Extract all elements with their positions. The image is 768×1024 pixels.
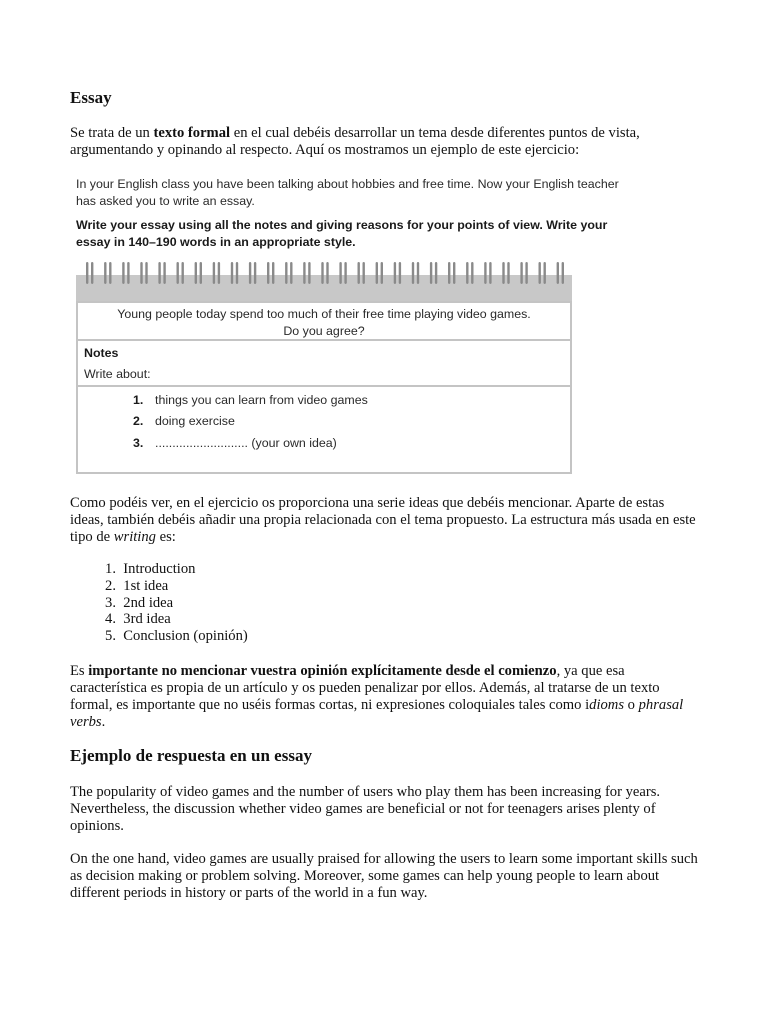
spiral-ring: [502, 262, 504, 284]
spiral-ring: [272, 262, 274, 284]
advice-paragraph: [70, 663, 700, 731]
list-text: 3rd idea: [123, 611, 171, 628]
para2-text-end: es:: [155, 529, 176, 545]
notebook-card: [76, 262, 572, 472]
exercise-intro: In your English class you have been talking about hobbies and free time. Now your English teacher has asked you to write an essay.: [76, 177, 619, 208]
note-number: 3.: [133, 436, 144, 450]
spiral-ring: [231, 262, 233, 284]
note-item: [133, 413, 235, 430]
spiral-ring: [326, 262, 328, 284]
spiral-ring: [200, 262, 202, 284]
list-item: [70, 611, 248, 628]
list-text: Conclusion (opinión): [123, 628, 248, 645]
spiral-ring: [363, 262, 365, 284]
intro-text: Se trata de un: [70, 125, 154, 141]
spiral-ring: [109, 262, 111, 284]
spiral-ring: [412, 262, 414, 284]
list-item: [70, 578, 248, 595]
para3-text: Es: [70, 663, 89, 679]
spiral-ring: [453, 262, 455, 284]
spiral-ring: [218, 262, 220, 284]
prompt-line-2: Do you agree?: [283, 324, 365, 338]
spiral-ring: [303, 262, 305, 284]
spiral-ring: [177, 262, 179, 284]
intro-text-end: en el cual debéis desarrollar un tema desde diferentes puntos de vista, argumentando y opinando al respecto. Aquí os mostramos un ejemplo de este ejercicio:: [70, 125, 640, 158]
spiral-ring: [417, 262, 419, 284]
spiral-ring: [290, 262, 292, 284]
list-number: 5.: [105, 628, 116, 645]
structure-paragraph: [70, 495, 700, 546]
spiral-ring: [471, 262, 473, 284]
para2-text: Como podéis ver, en el ejercicio os proporciona una serie ideas que debéis mencionar. Aparte de estas ideas, también debéis añadir una propia relacionada con el tema propuesto. La estructura más usada en este tipo de: [70, 495, 696, 545]
spiral-ring: [466, 262, 468, 284]
page-title: Essay: [70, 88, 112, 107]
spiral-ring: [267, 262, 269, 284]
para3-italic-idioms: dioms: [589, 697, 625, 713]
spiral-ring: [525, 262, 527, 284]
write-about-label: Write about:: [84, 367, 151, 381]
spiral-ring: [544, 262, 546, 284]
spiral-ring: [358, 262, 360, 284]
para3-bold: importante no mencionar vuestra opinión explícitamente desde el comienzo: [88, 663, 557, 679]
spiral-ring: [285, 262, 287, 284]
spiral-ring: [394, 262, 396, 284]
spiral-ring: [520, 262, 522, 284]
spiral-ring: [254, 262, 256, 284]
spiral-ring: [448, 262, 450, 284]
spiral-ring: [182, 262, 184, 284]
spiral-ring: [140, 262, 142, 284]
spiral-ring: [435, 262, 437, 284]
spiral-ring: [430, 262, 432, 284]
exercise-image: [70, 170, 622, 475]
note-number: 2.: [133, 414, 144, 428]
spiral-ring: [339, 262, 341, 284]
list-number: 2.: [105, 577, 116, 594]
spiral-ring: [489, 262, 491, 284]
spiral-ring: [484, 262, 486, 284]
section-heading: Ejemplo de respuesta en un essay: [70, 746, 312, 765]
para3-text-mid2: o: [624, 697, 639, 713]
spiral-ring: [562, 262, 564, 284]
note-item: [133, 435, 337, 452]
prompt-line-1: Young people today spend too much of their free time playing video games.: [117, 307, 531, 321]
spiral-rings-icon: [76, 262, 572, 292]
list-number: 4.: [105, 611, 116, 628]
spiral-ring: [236, 262, 238, 284]
structure-list: [70, 561, 248, 645]
note-text: things you can learn from video games: [155, 393, 368, 407]
note-item: [133, 392, 368, 409]
notebook-body: [76, 301, 572, 474]
spiral-ring: [376, 262, 378, 284]
spiral-ring: [122, 262, 124, 284]
intro-bold: texto formal: [153, 125, 231, 141]
spiral-ring: [539, 262, 541, 284]
list-number: 3.: [105, 594, 116, 611]
notes-title: Notes: [84, 346, 119, 360]
exercise-instruction: Write your essay using all the notes and giving reasons for your points of view. Write your essay in 140–190 words in an appropriate style.: [76, 218, 608, 249]
spiral-ring: [249, 262, 251, 284]
note-number: 1.: [133, 393, 144, 407]
note-text: doing exercise: [155, 414, 235, 428]
list-number: 1.: [105, 561, 116, 577]
spiral-ring: [381, 262, 383, 284]
spiral-ring: [158, 262, 160, 284]
intro-paragraph: [70, 125, 700, 159]
spiral-ring: [91, 262, 93, 284]
spiral-ring: [399, 262, 401, 284]
spiral-ring: [127, 262, 129, 284]
list-text: 2nd idea: [123, 594, 174, 611]
answer-paragraph-2: On the one hand, video games are usually praised for allowing the users to learn some important skills such as decision making or problem solving. Moreover, some games can help young people to learn about different periods in history or parts of the world in a fun way.: [70, 851, 698, 901]
note-text: ........................... (your own idea): [155, 436, 337, 450]
spiral-ring: [86, 262, 88, 284]
spiral-ring: [163, 262, 165, 284]
para3-italic-phrasal: phrasal verbs: [70, 697, 684, 730]
spiral-ring: [104, 262, 106, 284]
para3-text-end: .: [101, 714, 106, 730]
para2-italic: writing: [113, 529, 156, 545]
list-item: [70, 561, 248, 578]
list-text: 1st idea: [123, 577, 169, 594]
spiral-ring: [195, 262, 197, 284]
spiral-ring: [507, 262, 509, 284]
essay-prompt: [78, 303, 570, 341]
spiral-ring: [213, 262, 215, 284]
list-item: [70, 628, 248, 645]
spiral-ring: [308, 262, 310, 284]
notes-list: [78, 385, 570, 472]
spiral-ring: [557, 262, 559, 284]
answer-paragraph-1: The popularity of video games and the number of users who play them has been increasing for years. Nevertheless, the discussion whether video games are beneficial or not for teenagers arises plenty of opinions.: [70, 784, 661, 834]
list-item: [70, 595, 248, 612]
spiral-ring: [145, 262, 147, 284]
spiral-ring: [344, 262, 346, 284]
notes-section: [78, 341, 570, 387]
spiral-ring: [321, 262, 323, 284]
list-text: Introduction: [123, 561, 196, 577]
para3-text-mid: , ya que esa característica es propia de un artículo y os pueden penalizar por ellos. Además, al tratarse de un texto formal, es importante que no uséis formas cortas, ni expresiones coloquiales tales como i: [70, 663, 660, 713]
